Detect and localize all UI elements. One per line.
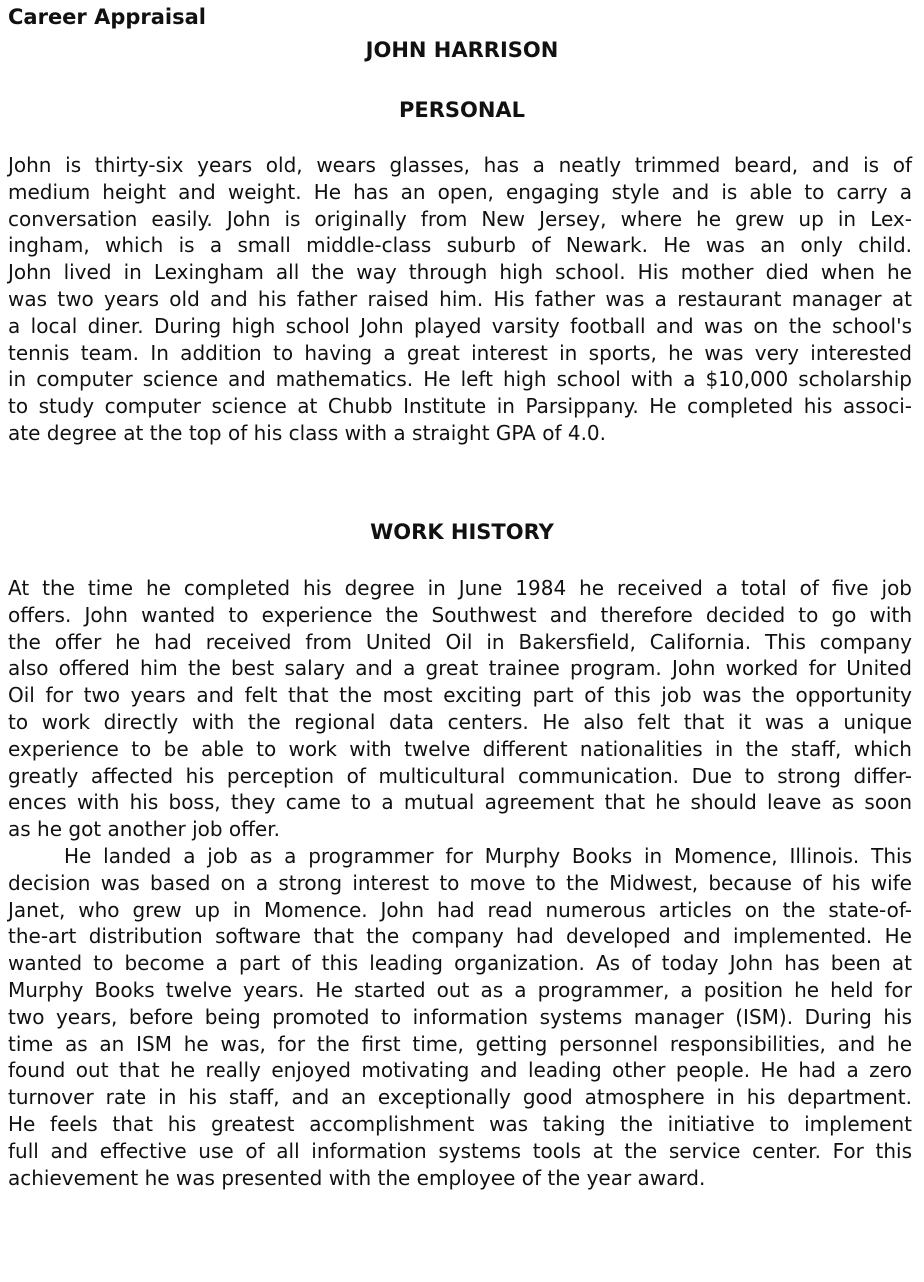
paragraph-line: in computer science and mathematics. He left high school with a $10,000 scholarship	[8, 367, 912, 392]
paragraph-line: ingham, which is a small middle-class suburb of Newark. He was an only child.	[8, 233, 912, 258]
paragraph-line: to study computer science at Chubb Institute in Parsippany. He completed his associ-	[8, 394, 912, 419]
paragraph-line: He feels that his greatest accomplishment was taking the initiative to implement	[8, 1111, 912, 1136]
section-body-personal	[8, 152, 912, 447]
running-head: Career Appraisal	[8, 5, 207, 29]
paragraph-line: Murphy Books twelve years. He started out as a programmer, a position he held for	[8, 977, 912, 1002]
paragraph-line: offers. John wanted to experience the Southwest and therefore decided to go with	[8, 602, 912, 627]
paragraph-line: greatly affected his perception of multicultural communication. Due to strong differ-	[8, 763, 912, 788]
paragraph-line: John is thirty-six years old, wears glasses, has a neatly trimmed beard, and is of	[8, 153, 912, 177]
paragraph-line: found out that he really enjoyed motivating and leading other people. He had a zero	[8, 1058, 912, 1083]
paragraph-line: ate degree at the top of his class with a straight GPA of 4.0.	[8, 420, 607, 445]
paragraph-line: achievement he was presented with the employee of the year award.	[8, 1165, 706, 1190]
paragraph-line: also offered him the best salary and a great trainee program. John worked for United	[8, 656, 912, 681]
paragraph-line: Janet, who grew up in Momence. John had read numerous articles on the state-of-	[8, 897, 912, 922]
paragraph-line: turnover rate in his staff, and an exceptionally good atmosphere in his department.	[8, 1085, 912, 1110]
paragraph-line: two years, before being promoted to information systems manager (ISM). During his	[8, 1004, 912, 1029]
paragraph-line: Oil for two years and felt that the most exciting part of this job was the opportunity	[8, 683, 912, 708]
paragraph-line: full and effective use of all information systems tools at the service center. For this	[8, 1138, 912, 1163]
paragraph-line: ences with his boss, they came to a mutual agreement that he should leave as soon	[8, 790, 912, 815]
section-body-work-history	[8, 575, 912, 1191]
paragraph-line: He landed a job as a programmer for Murphy Books in Momence, Illinois. This	[64, 843, 912, 868]
paragraph-line: time as an ISM he was, for the first time, getting personnel responsibilities, and he	[8, 1031, 912, 1056]
paragraph-line: as he got another job offer.	[8, 817, 280, 842]
paragraph-line: conversation easily. John is originally from New Jersey, where he grew up in Lex-	[8, 206, 912, 231]
paragraph-line: wanted to become a part of this leading organization. As of today John has been at	[8, 951, 912, 976]
paragraph-line: At the time he completed his degree in June 1984 he received a total of five job	[8, 576, 912, 600]
paragraph-line: decision was based on a strong interest to move to the Midwest, because of his wife	[8, 870, 912, 895]
paragraph-line: a local diner. During high school John played varsity football and was on the school's	[8, 313, 912, 338]
document-title: JOHN HARRISON	[365, 38, 559, 62]
paragraph-line: to work directly with the regional data centers. He also felt that it was a unique	[8, 709, 912, 734]
paragraph-line: the-art distribution software that the company had developed and implemented. He	[8, 924, 912, 949]
paragraph-line: the offer he had received from United Oil in Bakersfield, California. This company	[8, 629, 912, 654]
paragraph-line: was two years old and his father raised him. His father was a restaurant manager at	[8, 286, 912, 311]
paragraph-line: medium height and weight. He has an open, engaging style and is able to carry a	[8, 179, 912, 204]
paragraph-line: tennis team. In addition to having a great interest in sports, he was very interested	[8, 340, 912, 365]
section-heading-personal: PERSONAL	[398, 98, 526, 122]
paragraph-line: experience to be able to work with twelve different nationalities in the staff, which	[8, 736, 912, 761]
section-heading-work-history: WORK HISTORY	[370, 520, 554, 544]
paragraph-line: John lived in Lexingham all the way through high school. His mother died when he	[8, 260, 912, 285]
